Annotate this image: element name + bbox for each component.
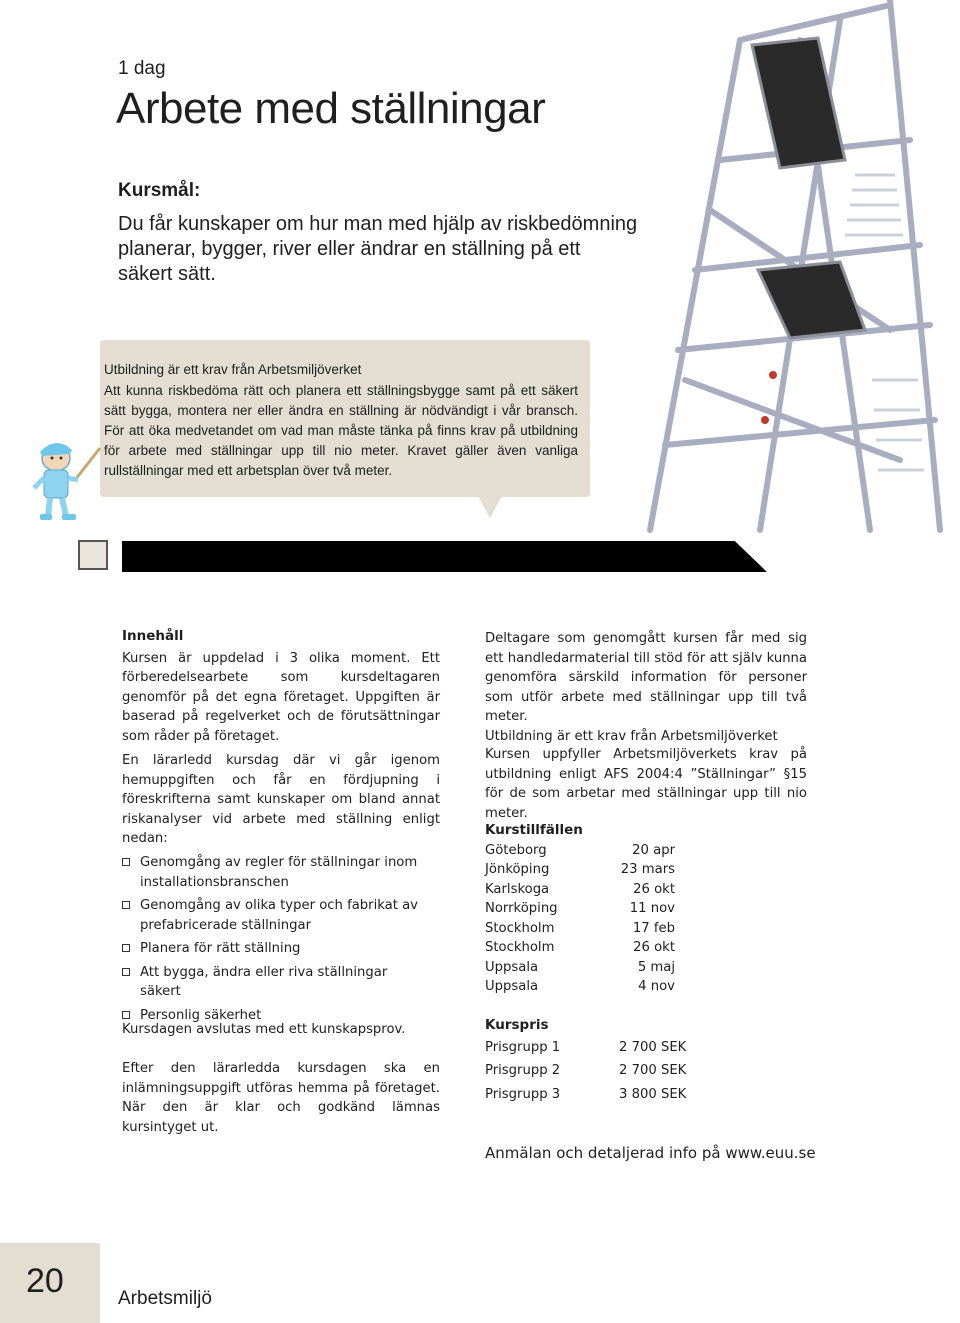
signup-info: Anmälan och detaljerad info på www.euu.se	[485, 1144, 816, 1162]
table-row: Stockholm 26 okt	[485, 940, 675, 955]
table-row: Prisgrupp 1 2 700 SEK	[485, 1039, 687, 1055]
list-item: Planera för rätt ställning	[122, 939, 422, 959]
table-row: Göteborg 20 apr	[485, 842, 675, 858]
list-item: Personlig säkerhet	[122, 1006, 422, 1026]
content-section	[122, 627, 440, 746]
info-bubble-heading: Utbildning är ett krav från Arbetsmiljöverket	[104, 362, 362, 377]
section-name: Arbetsmiljö	[118, 1288, 212, 1309]
content-para-3: Kursdagen avslutas med ett kunskapsprov.	[122, 1022, 406, 1037]
table-row: Stockholm 17 feb	[485, 920, 675, 936]
list-item: Genomgång av regler för ställningar inom installationsbranschen	[122, 853, 422, 892]
bullet-square-icon	[122, 858, 130, 866]
goal-heading: Kursmål:	[118, 180, 201, 201]
table-row: Prisgrupp 2 2 700 SEK	[485, 1063, 687, 1078]
page-title: Arbete med ställningar	[116, 84, 546, 133]
bullet-square-icon	[122, 1011, 130, 1019]
table-row: Uppsala 4 nov	[485, 979, 675, 994]
price-section	[485, 1016, 807, 1106]
price-table	[485, 1036, 686, 1107]
sessions-table	[485, 841, 675, 997]
table-row: Uppsala 5 maj	[485, 959, 675, 975]
content-heading: Innehåll	[122, 628, 184, 644]
section-checkbox	[78, 540, 108, 570]
scaffold-image	[640, 0, 960, 535]
list-item: Genomgång av olika typer och fabrikat av prefabricerade ställningar	[122, 896, 422, 935]
mascot-illustration	[20, 430, 105, 525]
handout-requirement: Utbildning är ett krav från Arbetsmiljöverket	[485, 728, 778, 744]
course-duration: 1 dag	[118, 58, 166, 79]
handout-text: Deltagare som genomgått kursen får med sig ett handledarmaterial till stöd för att själv kunna genomföra särskild information för personer som utför arbete med ställningar upp till två meter.	[485, 631, 807, 724]
bullet-square-icon	[122, 944, 130, 952]
page-number: 20	[26, 1262, 64, 1300]
section-header-bar	[122, 541, 767, 572]
goal-text: Du får kunskaper om hur man med hjälp av riskbedömning planerar, bygger, river eller ändrar en ställning på ett säkert sätt.	[118, 213, 638, 285]
content-para-2: En lärarledd kursdag där vi går igenom hemuppgiften och får en fördjupning i föreskrifterna samt kunskaper om bland annat riskanalyser vid arbete med ställning enligt nedan:	[122, 753, 440, 846]
price-heading: Kurspris	[485, 1017, 549, 1033]
sessions-section	[485, 821, 807, 997]
info-bubble-tail	[478, 496, 502, 518]
content-para-4: Efter den lärarledda kursdagen ska en inlämningsuppgift utföras hemma på företaget. När den är klar och godkänd lämnas kursintyget ut.	[122, 1061, 440, 1135]
info-bubble-text: Att kunna riskbedöma rätt och planera ett ställningsbygge samt på ett säkert sätt bygga, montera ner eller ändra en ställning är nödvändigt i vår bransch. För att öka medvetandet om vad man måste tänka på finns krav på utbildning för arbete med ställningar upp till nio meter. Kravet gäller även vanliga rullställningar med ett arbetsplan över två meter.	[104, 383, 578, 478]
table-row: Norrköping 11 nov	[485, 901, 675, 916]
list-item: Att bygga, ändra eller riva ställningar säkert	[122, 963, 422, 1002]
afs-text: Kursen uppfyller Arbetsmiljöverkets krav på utbildning enligt AFS 2004:4 ”Ställningar” §15 för de som arbetar med ställningar upp till nio meter.	[485, 747, 807, 821]
table-row: Jönköping 23 mars	[485, 862, 675, 877]
sessions-heading: Kurstillfällen	[485, 822, 583, 838]
bullet-square-icon	[122, 901, 130, 909]
topic-list	[122, 853, 422, 1029]
table-row: Prisgrupp 3 3 800 SEK	[485, 1086, 687, 1102]
handout-section	[485, 629, 807, 746]
table-row: Karlskoga 26 okt	[485, 881, 675, 897]
content-para-1: Kursen är uppdelad i 3 olika moment. Ett förberedelsearbete som kursdeltagaren genomför på det egna företaget. Uppgiften är baserad på regelverket och de förutsättningar som råder på företaget.	[122, 650, 440, 744]
bullet-square-icon	[122, 968, 130, 976]
